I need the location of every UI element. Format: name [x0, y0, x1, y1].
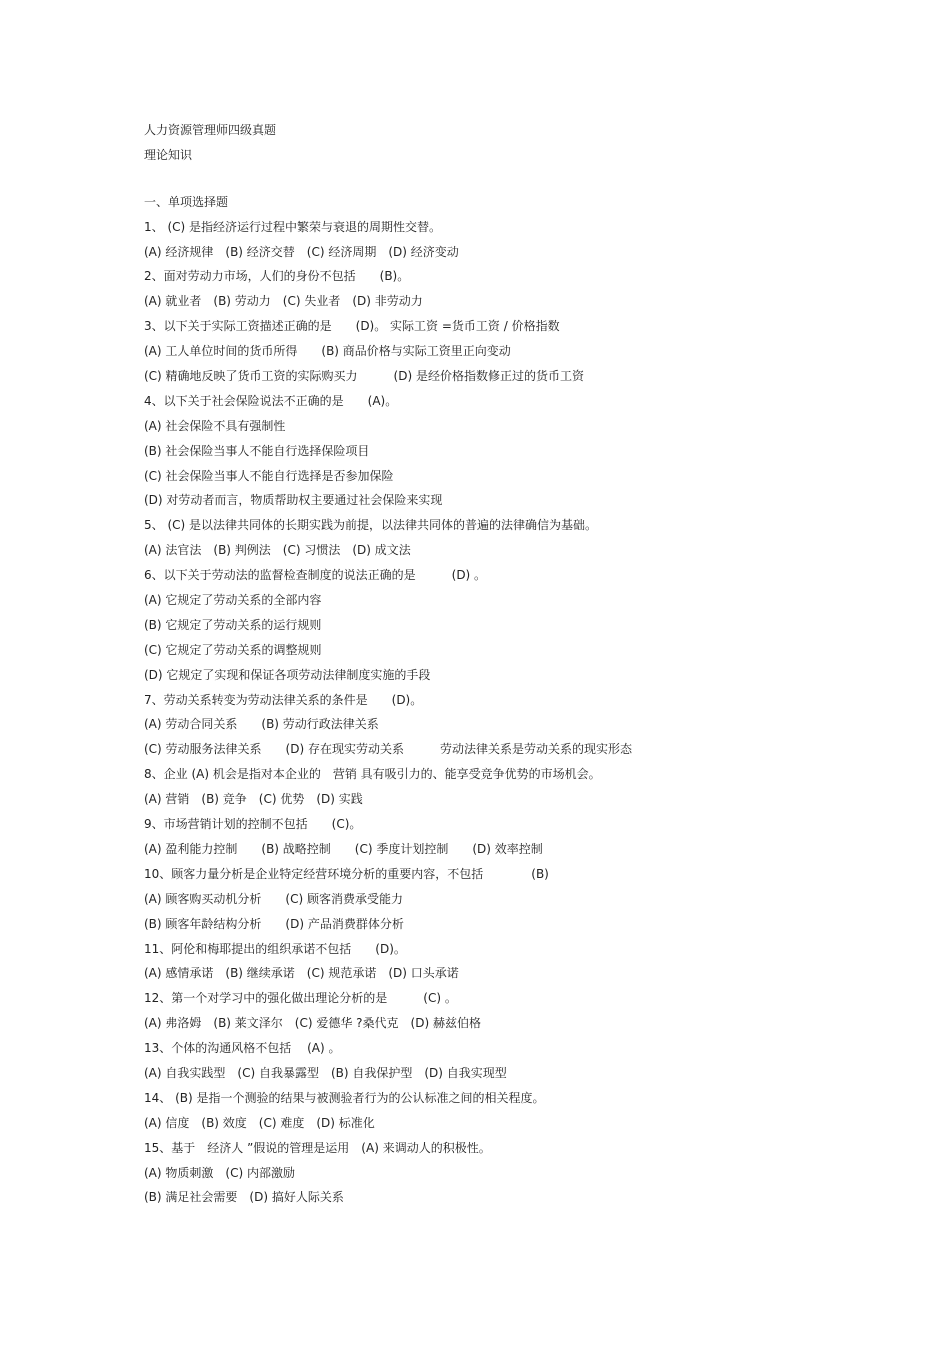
question-6: 6、以下关于劳动法的监督检查制度的说法正确的是 (D) 。: [144, 568, 487, 583]
question-6-option: (A) 它规定了劳动关系的全部内容: [144, 593, 322, 608]
question-4-option: (A) 社会保险不具有强制性: [144, 418, 286, 433]
question-15-options: (B) 满足社会需要 (D) 搞好人际关系: [144, 1190, 344, 1205]
question-7: 7、劳动关系转变为劳动法律关系的条件是 (D)。: [144, 692, 423, 707]
question-10: 10、顾客力量分析是企业特定经营环境分析的重要内容，不包括 (B): [144, 866, 549, 881]
question-2: 2、面对劳动力市场，人们的身份不包括 (B)。: [144, 269, 410, 284]
question-9-options: (A) 盈利能力控制 (B) 战略控制 (C) 季度计划控制 (D) 效率控制: [144, 841, 543, 856]
document-title: 人力资源管理师四级真题: [144, 123, 277, 137]
question-9: 9、市场营销计划的控制不包括 (C)。: [144, 817, 362, 832]
question-2-options: (A) 就业者 (B) 劳动力 (C) 失业者 (D) 非劳动力: [144, 294, 423, 309]
question-4: 4、以下关于社会保险说法不正确的是 (A)。: [144, 393, 398, 408]
question-11-options: (A) 感情承诺 (B) 继续承诺 (C) 规范承诺 (D) 口头承诺: [144, 966, 459, 981]
question-7-options: (A) 劳动合同关系 (B) 劳动行政法律关系: [144, 717, 379, 732]
question-8-options: (A) 营销 (B) 竞争 (C) 优势 (D) 实践: [144, 792, 363, 807]
question-7-options: (C) 劳动服务法律关系 (D) 存在现实劳动关系 劳动法律关系是劳动关系的现实形态: [144, 742, 632, 757]
question-4-option: (B) 社会保险当事人不能自行选择保险项目: [144, 443, 370, 458]
question-14: 14、 (B) 是指一个测验的结果与被测验者行为的公认标准之间的相关程度。: [144, 1090, 545, 1105]
section-heading: 一、单项选择题: [144, 194, 229, 209]
question-13-options: (A) 自我实践型 (C) 自我暴露型 (B) 自我保护型 (D) 自我实现型: [144, 1065, 507, 1080]
question-1: 1、 (C) 是指经济运行过程中繁荣与衰退的周期性交替。: [144, 219, 442, 234]
question-3-options: (A) 工人单位时间的货币所得 (B) 商品价格与实际工资里正向变动: [144, 344, 511, 359]
question-6-option: (B) 它规定了劳动关系的运行规则: [144, 617, 322, 632]
question-10-options: (B) 顾客年龄结构分析 (D) 产品消费群体分析: [144, 916, 404, 931]
question-1-options: (A) 经济规律 (B) 经济交替 (C) 经济周期 (D) 经济变动: [144, 244, 459, 259]
question-14-options: (A) 信度 (B) 效度 (C) 难度 (D) 标准化: [144, 1115, 375, 1130]
question-8: 8、企业 (A) 机会是指对本企业的 营销 具有吸引力的、能享受竞争优势的市场机会。: [144, 767, 601, 782]
question-13: 13、个体的沟通风格不包括 (A) 。: [144, 1041, 341, 1056]
question-12-options: (A) 弗洛姆 (B) 莱文泽尔 (C) 爱德华 ?桑代克 (D) 赫兹伯格: [144, 1016, 481, 1031]
question-4-option: (D) 对劳动者而言，物质帮助权主要通过社会保险来实现: [144, 493, 443, 508]
question-4-option: (C) 社会保险当事人不能自行选择是否参加保险: [144, 468, 394, 483]
question-5: 5、 (C) 是以法律共同体的长期实践为前提，以法律共同体的普遍的法律确信为基础。: [144, 518, 598, 533]
question-12: 12、第一个对学习中的强化做出理论分析的是 (C) 。: [144, 991, 457, 1006]
question-15: 15、基于 经济人 ”假说的管理是运用 (A) 来调动人的积极性。: [144, 1140, 491, 1155]
question-3-options: (C) 精确地反映了货币工资的实际购买力 (D) 是经价格指数修正过的货币工资: [144, 369, 584, 384]
question-15-options: (A) 物质刺激 (C) 内部激励: [144, 1165, 295, 1180]
question-6-option: (C) 它规定了劳动关系的调整规则: [144, 642, 322, 657]
question-5-options: (A) 法官法 (B) 判例法 (C) 习惯法 (D) 成文法: [144, 543, 411, 558]
question-11: 11、阿伦和梅耶提出的组织承诺不包括 (D)。: [144, 941, 406, 956]
spacer: [144, 168, 844, 190]
question-3: 3、以下关于实际工资描述正确的是 (D)。 实际工资 =货币工资 / 价格指数: [144, 319, 560, 334]
question-10-options: (A) 顾客购买动机分析 (C) 顾客消费承受能力: [144, 891, 403, 906]
document-body: [144, 118, 844, 1210]
document-subtitle: 理论知识: [144, 147, 193, 162]
question-6-option: (D) 它规定了实现和保证各项劳动法律制度实施的手段: [144, 667, 431, 682]
